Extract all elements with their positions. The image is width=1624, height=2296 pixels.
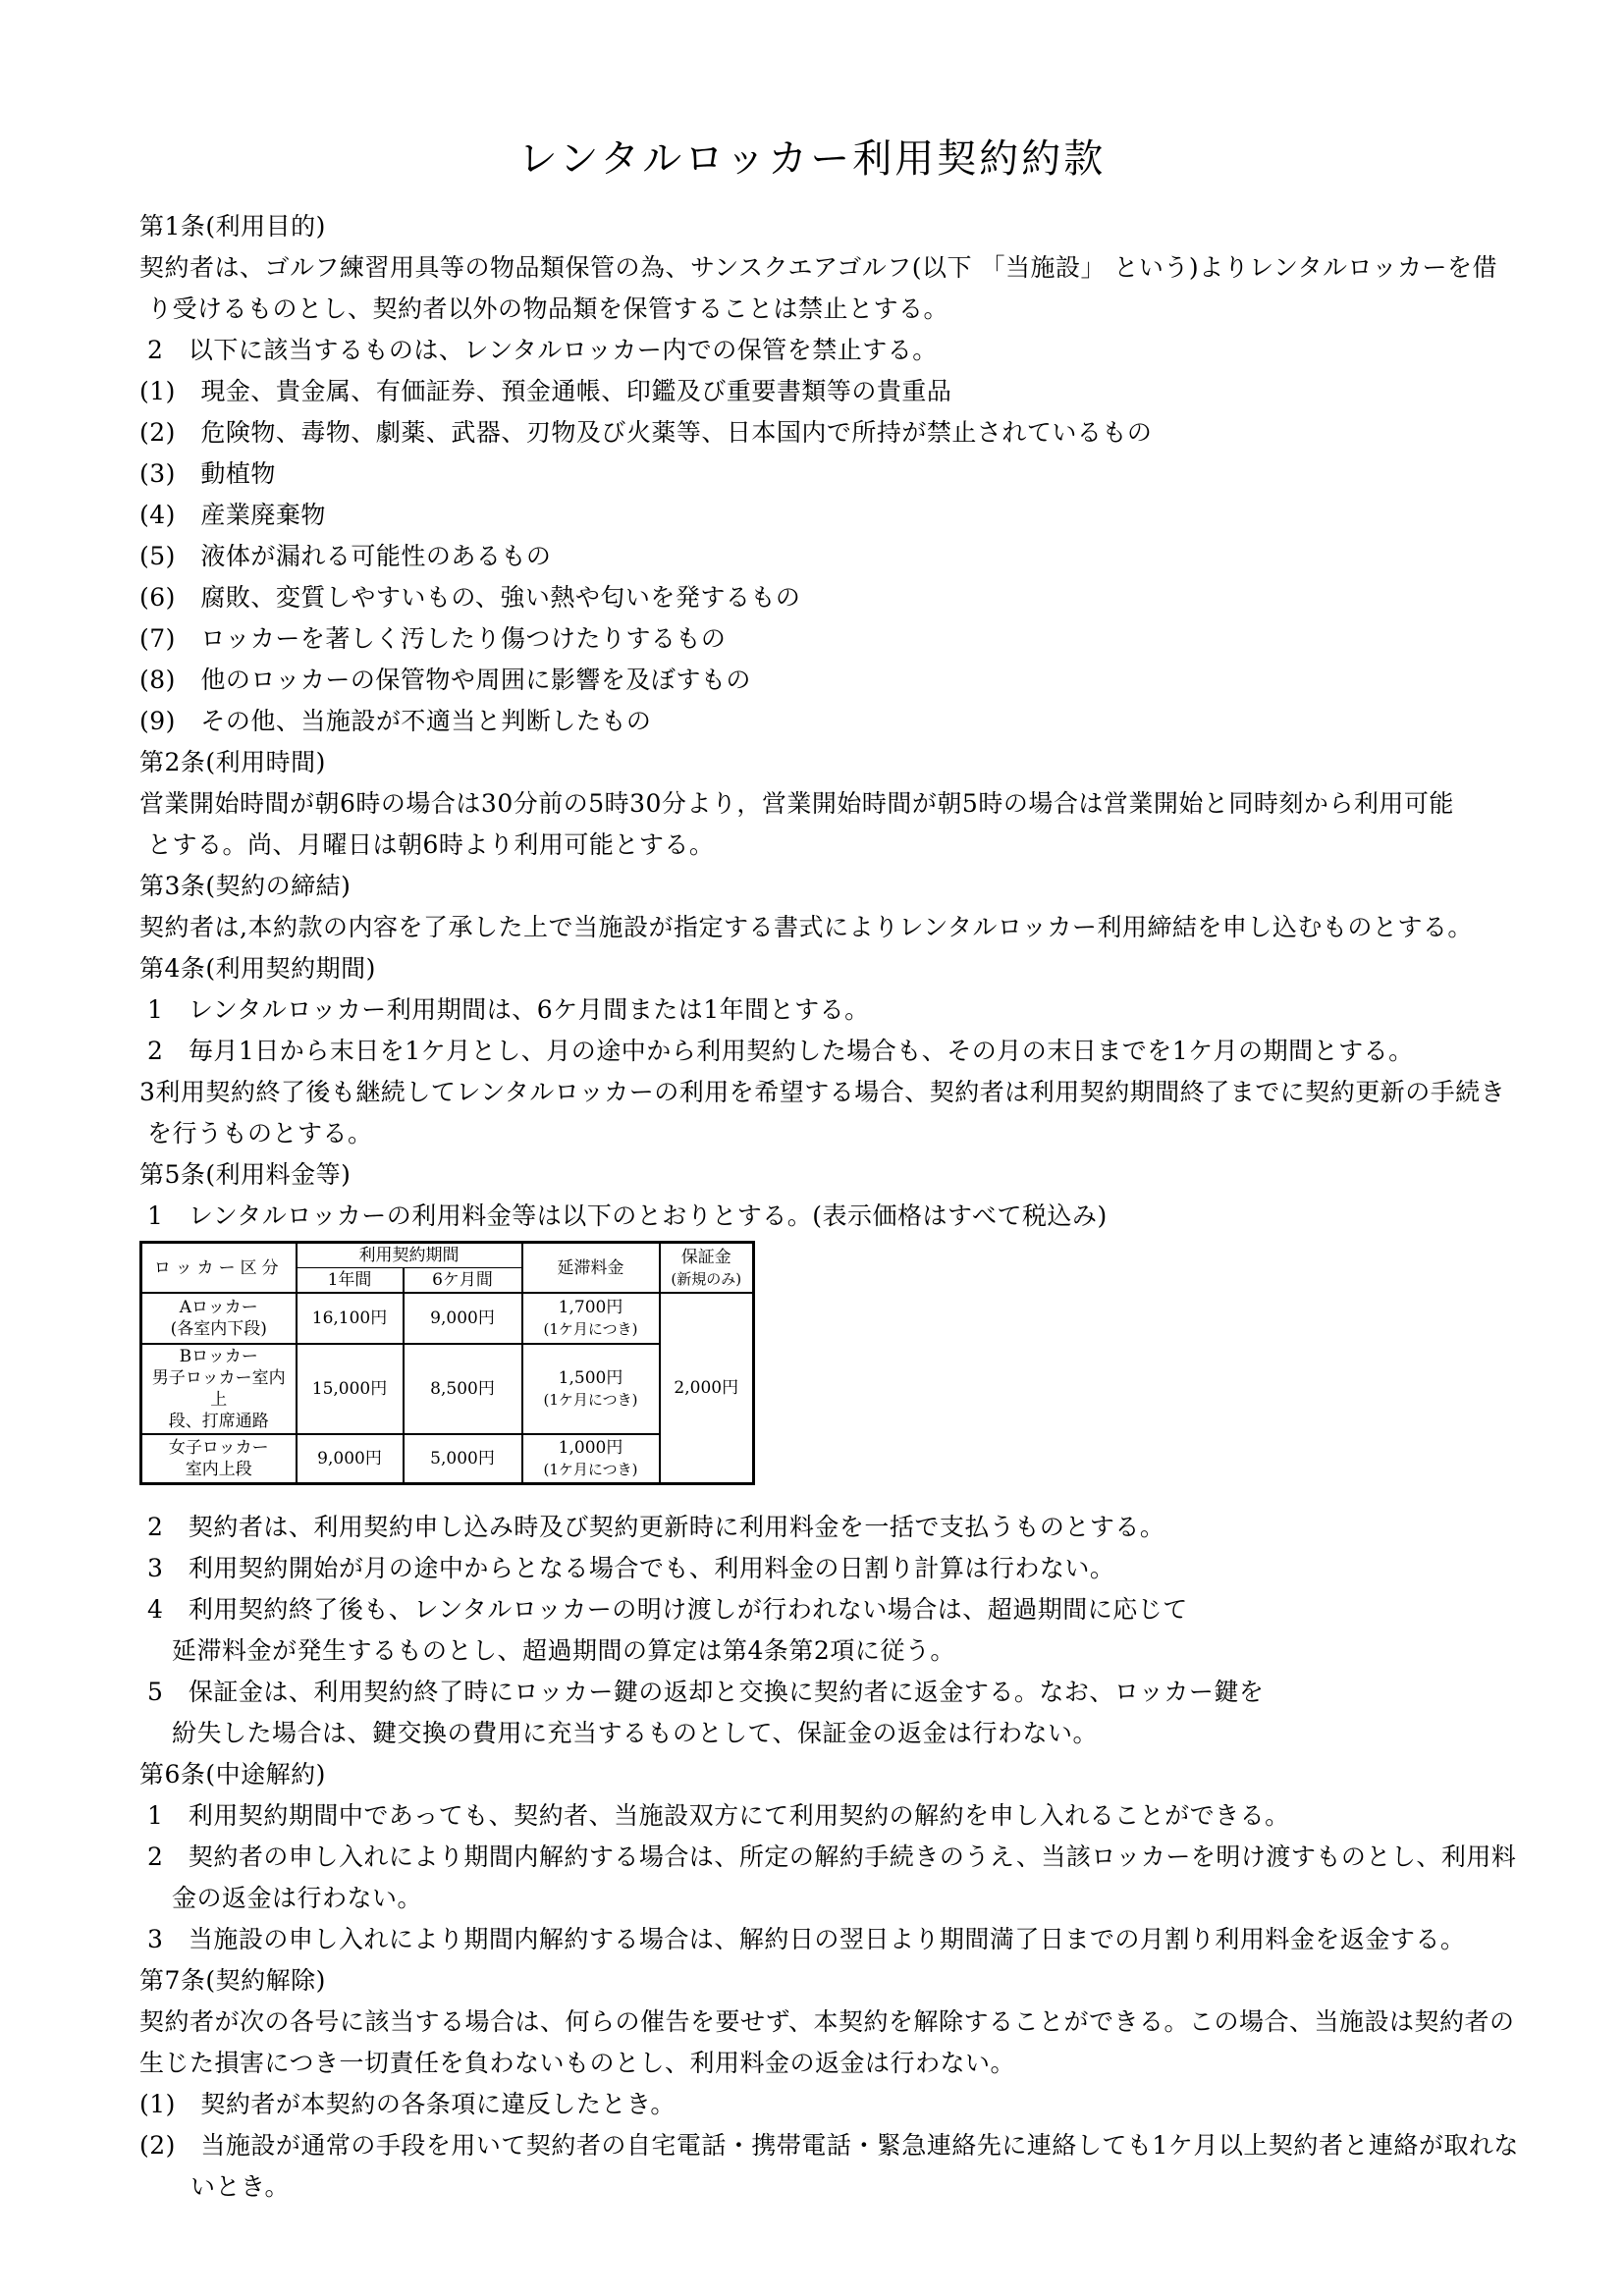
one-year-fee-cell: 15,000円 [297,1344,404,1434]
paragraph-line: 契約者が次の各号に該当する場合は、何らの催告を要せず、本契約を解除することができる。この場合、当施設は契約者の [139,2006,1515,2036]
paragraph-line: 営業開始時間が朝6時の場合は30分前の5時30分より，営業開始時間が朝5時の場合は営業開始と同時刻から利用可能 [139,789,1454,818]
list-item-line: (2) 危険物、毒物、劇薬、武器、刃物及び火薬等、日本国内で所持が禁止されているもの [139,418,1153,447]
locker-category-line: 室内上段 [185,1459,252,1479]
list-item-line: (4) 産業廃棄物 [139,501,326,529]
clause-line: 1 利用契約期間中であっても、契約者、当施設双方にて利用契約の解約を申し入れることができる。 [147,1800,1290,1830]
late-fee-cell [522,1293,660,1344]
late-fee-unit: (1ケ月につき) [543,1391,638,1409]
locker-category-line: Bロッカー [179,1347,258,1366]
six-month-fee-cell: 9,000円 [404,1293,522,1344]
paragraph-line: 生じた損害につき一切責任を負わないものとし、利用料金の返金は行わない。 [139,2048,1016,2077]
table-header-late-fee: 延滞料金 [522,1243,660,1294]
table-header-deposit [660,1243,754,1294]
article-heading: 第6条(中途解約) [139,1759,326,1789]
clause-line: 3 当施設の申し入れにより期間内解約する場合は、解約日の翌日より期間満了日までの月割り利用料金を返金する。 [147,1924,1466,1953]
clause-line: 4 利用契約終了後も、レンタルロッカーの明け渡しが行われない場合は、超過期間に応じて [147,1594,1188,1624]
clause-line: 3 利用契約開始が月の途中からとなる場合でも、利用料金の日割り計算は行わない。 [147,1553,1115,1582]
table-header-deposit-line1: 保証金 [680,1247,731,1267]
late-fee-cell [522,1434,660,1483]
clause-continuation-line: 金の返金は行わない。 [172,1883,423,1912]
article-heading: 第5条(利用料金等) [139,1160,352,1189]
paragraph-line: 契約者は、ゴルフ練習用具等の物品類保管の為、サンスクエアゴルフ(以下 「当施設」 という)よりレンタルロッカーを借 [139,253,1498,282]
late-fee-amount: 1,500円 [558,1368,623,1388]
clause-line: 1 レンタルロッカー利用期間は、6ケ月間または1年間とする。 [147,995,870,1024]
clause-line: 3利用契約終了後も継続してレンタルロッカーの利用を希望する場合、契約者は利用契約期間終了までに契約更新の手続き [139,1078,1506,1106]
paragraph-line: とする。尚、月曜日は朝6時より利用可能とする。 [147,830,715,859]
one-year-fee-cell: 16,100円 [297,1293,404,1344]
late-fee-amount: 1,700円 [558,1298,623,1317]
list-item-continuation-line: いとき。 [190,2171,291,2201]
table-header-one-year: 1年間 [297,1268,404,1294]
list-item-line: (6) 腐敗、変質しやすいもの、強い熱や匂いを発するもの [139,583,801,612]
paragraph-line: 契約者は,本約款の内容を了承した上で当施設が指定する書式によりレンタルロッカー利用締結を申し込むものとする。 [139,913,1473,941]
table-header-deposit-line2: (新規のみ) [671,1269,742,1288]
clause-line: 2 契約者の申し入れにより期間内解約する場合は、所定の解約手続きのうえ、当該ロッカーを明け渡すものとし、利用料 [147,1842,1517,1871]
locker-category-line: Aロッカー [179,1298,258,1317]
six-month-fee-cell: 8,500円 [404,1344,522,1434]
article-heading: 第3条(契約の締結) [139,872,352,900]
deposit-cell: 2,000円 [660,1293,754,1483]
paragraph-line: り受けるものとし、契約者以外の物品類を保管することは禁止とする。 [147,294,949,323]
late-fee-amount: 1,000円 [558,1437,623,1458]
locker-category-line: 女子ロッカー [168,1437,269,1458]
clause-line: 2 以下に該当するものは、レンタルロッカー内での保管を禁止する。 [147,336,938,364]
clause-line: 2 契約者は、利用契約申し込み時及び契約更新時に利用料金を一括で支払うものとする。 [147,1512,1165,1541]
list-item-line: (3) 動植物 [139,459,276,488]
list-item-line: (7) ロッカーを著しく汚したり傷つけたりするもの [139,624,727,653]
six-month-fee-cell: 5,000円 [404,1434,522,1483]
locker-category-line: 男子ロッカー室内上 [151,1368,286,1410]
clause-line: 1 レンタルロッカーの利用料金等は以下のとおりとする。(表示価格はすべて税込み) [147,1201,1108,1230]
page-title: レンタルロッカー利用契約約款 [517,136,1107,182]
table-row [141,1293,754,1344]
locker-category-cell [141,1434,297,1483]
clause-line: 2 毎月1日から末日を1ケ月とし、月の途中から利用契約した場合も、その月の末日までを1ケ月の期間とする。 [147,1037,1414,1065]
list-item-line: (8) 他のロッカーの保管物や周囲に影響を及ぼすもの [139,666,751,694]
locker-category-line: 段、打席通路 [168,1412,269,1431]
late-fee-cell [522,1344,660,1434]
document-body [139,206,1519,2208]
late-fee-unit: (1ケ月につき) [543,1460,638,1478]
locker-category-cell [141,1293,297,1344]
locker-category-line: (各室内下段) [170,1319,267,1339]
clause-continuation-line: 紛失した場合は、鍵交換の費用に充当するものとして、保証金の返金は行わない。 [172,1718,1099,1747]
article-heading: 第2条(利用時間) [139,748,326,776]
one-year-fee-cell: 9,000円 [297,1434,404,1483]
table-header-locker-category: ロッカー区分 [141,1243,297,1294]
article-heading: 第4条(利用契約期間) [139,954,376,983]
table-header-six-months: 6ケ月間 [404,1268,522,1294]
list-item-line: (1) 現金、貴金属、有価証券、預金通帳、印鑑及び重要書類等の貴重品 [139,377,952,405]
paragraph-line: を行うものとする。 [147,1119,373,1148]
clause-continuation-line: 延滞料金が発生するものとし、超過期間の算定は第4条第2項に従う。 [172,1635,955,1665]
article-heading: 第1条(利用目的) [139,212,326,240]
late-fee-unit: (1ケ月につき) [543,1320,638,1338]
list-item-line: (5) 液体が漏れる可能性のあるもの [139,542,552,570]
table-header-contract-period: 利用契約期間 [297,1243,522,1268]
list-item-line: (1) 契約者が本契約の各条項に違反したとき。 [139,2089,676,2118]
list-item-line: (2) 当施設が通常の手段を用いて契約者の自宅電話・携帯電話・緊急連絡先に連絡しても1ケ月以上契約者と連絡が取れな [139,2130,1519,2160]
clause-line: 5 保証金は、利用契約終了時にロッカー鍵の返却と交換に契約者に返金する。なお、ロッカー鍵を [147,1677,1265,1706]
article-heading: 第7条(契約解除) [139,1965,326,1995]
locker-category-cell [141,1344,297,1434]
list-item-line: (9) その他、当施設が不適当と判断したもの [139,707,652,735]
fee-table [139,1241,755,1485]
